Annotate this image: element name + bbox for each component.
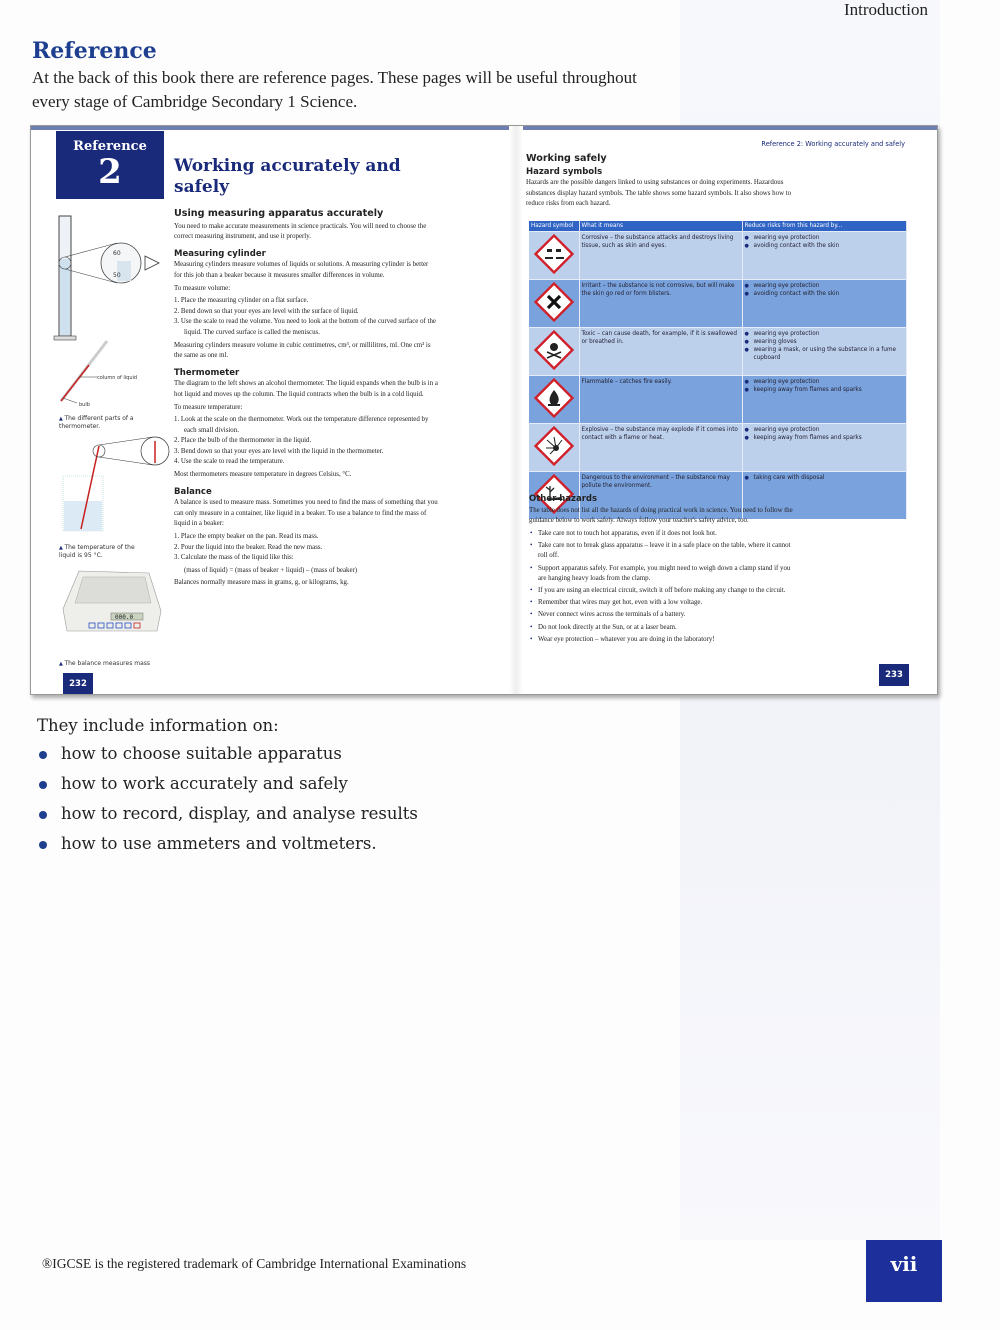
spread-top-bar: [31, 126, 937, 130]
label-column-of-liquid: column of liquid: [97, 375, 138, 381]
info-item-list: [37, 744, 418, 864]
hazard-symbol-cell: [529, 375, 579, 423]
heading-balance: Balance: [174, 486, 212, 497]
cylinder-lead: To measure volume:: [174, 284, 231, 292]
reference-badge-word: Reference: [73, 139, 147, 154]
hazard-risks-cell: [742, 375, 907, 423]
hazard-risks-cell: [742, 279, 907, 327]
para-hazard-symbols: Hazards are the possible dangers linked to using substances or doing experiments. Hazardous substances display hazard symbols. The table shows some hazard symbols. It also shows how to reduce risks from each hazard.: [526, 179, 792, 208]
risk-item: ● keeping away from flames and sparks: [745, 434, 905, 442]
apparatus-illustrations: [49, 211, 179, 671]
corrosive-icon: [534, 234, 574, 274]
header-hazard-symbol: Hazard symbol: [529, 221, 579, 231]
page-heading: Reference: [32, 38, 157, 64]
risk-list: [745, 330, 905, 362]
hazard-meaning: Flammable – catches fire easily.: [579, 375, 742, 423]
safety-rule: • Do not look directly at the Sun, or at a laser beam.: [529, 623, 799, 634]
page-number: vii: [866, 1240, 942, 1302]
section-label: Introduction: [843, 0, 928, 19]
info-item: how to choose suitable apparatus: [37, 744, 418, 774]
risk-item: ● taking care with disposal: [745, 474, 905, 482]
explosive-icon: [534, 426, 574, 466]
left-page-text: [174, 209, 438, 591]
para-using-apparatus: You need to make accurate measurements in science practicals. You will need to choose the correct measuring instrument, and use it properly.: [174, 222, 427, 241]
thermometer-icon: [61, 341, 107, 403]
safety-rule: • Remember that wires may get hot, even with a low voltage.: [529, 598, 799, 609]
balance-step: 1. Place the empty beaker on the pan. Read its mass.: [174, 533, 319, 541]
hazard-meaning: Corrosive – the substance attacks and destroys living tissue, such as skin and eyes.: [579, 231, 742, 279]
caption-thermometer-parts: ▲ The different parts of a thermometer.: [59, 415, 149, 431]
thermometer-step: 2. Place the bulb of the thermometer in the liquid.: [174, 437, 312, 445]
balance-icon: [63, 571, 161, 631]
safety-rule: • Never connect wires across the terminals of a battery.: [529, 610, 799, 621]
balance-step-list: [174, 532, 438, 564]
hazard-symbol-cell: [529, 423, 579, 471]
header-what-it-means: What it means: [579, 221, 742, 231]
hazard-row: [529, 279, 907, 327]
hazard-symbol-cell: [529, 327, 579, 375]
scale-label-60: 60: [113, 250, 121, 257]
risk-item: ● wearing eye protection: [745, 282, 905, 290]
balance-display: 000.0: [115, 614, 134, 621]
safety-rule: • Take care not to break glass apparatus – leave it in a safe place on the table, where it cannot roll off.: [529, 541, 799, 562]
running-head: Reference 2: Working accurately and safely: [761, 140, 905, 148]
safety-rule: • If you are using an electrical circuit, switch it off before making any change to the circuit.: [529, 586, 799, 597]
cylinder-step-list: [174, 296, 438, 338]
risk-list: [745, 378, 905, 394]
eye-icon: [145, 256, 159, 270]
page-number-right: 233: [879, 664, 909, 686]
scale-label-50: 50: [113, 272, 121, 279]
balance-units: Balances normally measure mass in grams, g, or kilograms, kg.: [174, 579, 349, 587]
heading-hazard-symbols: Hazard symbols: [526, 166, 603, 177]
book-fold: [509, 126, 523, 694]
page-number-left: 232: [63, 673, 93, 695]
para-measuring-cylinder: Measuring cylinders measure volumes of liquids or solutions. A measuring cylinder is better for this job than a beaker because it measures smaller differences in volume.: [174, 261, 429, 279]
balance-step: 2. Pour the liquid into the beaker. Read the new mass.: [174, 543, 323, 551]
para-balance: A balance is used to measure mass. Sometimes you need to find the mass of something that you can only measure in a container, like liquid in a beaker. To use a balance to find the mass of liquid in a beaker:: [174, 499, 438, 528]
hazard-row: [529, 375, 907, 423]
hazard-meaning: Irritant – the substance is not corrosive, but will make the skin go red or form blisters.: [579, 279, 742, 327]
heading-other-hazards: Other hazards: [529, 494, 598, 504]
thermometer-step: 3. Bend down so that your eyes are level with the liquid in the thermometer.: [174, 447, 384, 455]
other-hazards-section: [529, 488, 799, 647]
heading-measuring-cylinder: Measuring cylinder: [174, 248, 266, 259]
reference-badge: [56, 131, 164, 199]
para-other-hazards: The table does not list all the hazards of doing practical work in science. You need to follow the guidance below to work safely. Always follow your teacher's safety advice, too.: [529, 506, 793, 525]
hazard-meaning: Toxic – can cause death, for example, if it is swallowed or breathed in.: [579, 327, 742, 375]
flammable-icon: [534, 378, 574, 418]
balance-formula: (mass of liquid) = (mass of beaker + liquid) – (mass of beaker): [184, 566, 358, 574]
cylinder-units: Measuring cylinders measure volume in cubic centimetres, cm³, or millilitres, ml. One cm³ is the same as one ml.: [174, 341, 431, 360]
risk-list: [745, 474, 905, 482]
heading-using-apparatus: Using measuring apparatus accurately: [174, 208, 384, 219]
label-bulb: bulb: [79, 402, 90, 408]
risk-item: ● wearing eye protection: [745, 426, 905, 434]
info-item: how to record, display, and analyse results: [37, 804, 418, 834]
hazard-risks-cell: [742, 231, 907, 279]
risk-item: ● wearing a mask, or using the substance in a fume cupboard: [745, 346, 905, 362]
hazard-row: [529, 423, 907, 471]
para-thermometer: The diagram to the left shows an alcohol thermometer. The liquid expands when the bulb is in a hot liquid and moves up the column. The liquid contracts when the bulb is in a cold liquid.: [174, 380, 438, 398]
intro-paragraph: At the back of this book there are reference pages. These pages will be useful throughout every stage of Cambridge Secondary 1 Science.: [32, 68, 637, 111]
risk-item: ● wearing gloves: [745, 338, 905, 346]
cylinder-step: 2. Bend down so that your eyes are level with the surface of liquid.: [174, 307, 359, 315]
thermometer-step: 4. Use the scale to read the temperature.: [174, 458, 285, 466]
thermometer-step-list: [174, 415, 438, 468]
hazard-risks-cell: [742, 327, 907, 375]
header-reduce-risks: Reduce risks from this hazard by...: [742, 221, 907, 231]
info-item: how to work accurately and safely: [37, 774, 418, 804]
heading-working-safely: Working safely: [526, 153, 607, 164]
risk-item: ● wearing eye protection: [745, 378, 905, 386]
hazard-row: [529, 327, 907, 375]
risk-item: ● wearing eye protection: [745, 330, 905, 338]
info-item: how to use ammeters and voltmeters.: [37, 834, 418, 864]
hazard-risks-cell: [742, 423, 907, 471]
toxic-icon: [534, 330, 574, 370]
risk-item: ● wearing eye protection: [745, 234, 905, 242]
thermometer-units: Most thermometers measure temperature in degrees Celsius, °C.: [174, 471, 352, 479]
caption-liquid-temperature: ▲ The temperature of the liquid is 95 °C.: [59, 544, 149, 560]
right-page-intro: [526, 154, 796, 212]
safety-rule-list: [529, 529, 799, 645]
cylinder-step: 3. Use the scale to read the volume. You need to look at the bottom of the curved surface of the liquid. The curved surface is called the meniscus.: [174, 318, 436, 336]
risk-item: ● keeping away from flames and sparks: [745, 386, 905, 394]
reference-badge-number: 2: [98, 152, 122, 192]
risk-list: [745, 234, 905, 250]
safety-rule: • Support apparatus safely. For example, you might need to weigh down a clamp stand if you are hanging heavy loads from the clamp.: [529, 564, 799, 585]
info-lead: They include information on:: [37, 716, 279, 735]
hazard-meaning: Explosive – the substance may explode if it comes into contact with a flame or heat.: [579, 423, 742, 471]
hazard-row: [529, 231, 907, 279]
irritant-icon: [534, 282, 574, 322]
thermometer-lead: To measure temperature:: [174, 403, 243, 411]
safety-rule: • Take care not to touch hot apparatus, even if it does not look hot.: [529, 529, 799, 540]
heading-thermometer: Thermometer: [174, 367, 240, 378]
hazard-symbol-cell: [529, 279, 579, 327]
chapter-title: Working accurately and safely: [174, 156, 401, 197]
info-list: [37, 716, 418, 864]
beaker-thermometer-icon: [63, 437, 169, 531]
risk-item: ● avoiding contact with the skin: [745, 242, 905, 250]
hazard-symbol-cell: [529, 231, 579, 279]
trademark-footnote: ®IGCSE is the registered trademark of Cambridge International Examinations: [42, 1256, 467, 1271]
risk-list: [745, 426, 905, 442]
risk-list: [745, 282, 905, 298]
safety-rule: • Wear eye protection – whatever you are doing in the laboratory!: [529, 635, 799, 646]
reference-spread-image: [30, 125, 938, 695]
risk-item: ● avoiding contact with the skin: [745, 290, 905, 298]
balance-step: 3. Calculate the mass of the liquid like this:: [174, 554, 294, 562]
measuring-cylinder-icon: [54, 216, 159, 340]
hazard-table: [529, 221, 907, 519]
caption-balance: ▲ The balance measures mass: [59, 660, 159, 668]
cylinder-step: 1. Place the measuring cylinder on a flat surface.: [174, 297, 309, 305]
thermometer-step: 1. Look at the scale on the thermometer. Work out the temperature difference represented by each small division.: [174, 416, 429, 434]
hazard-meaning: Dangerous to the environment – the substance may pollute the environment.: [579, 471, 742, 519]
